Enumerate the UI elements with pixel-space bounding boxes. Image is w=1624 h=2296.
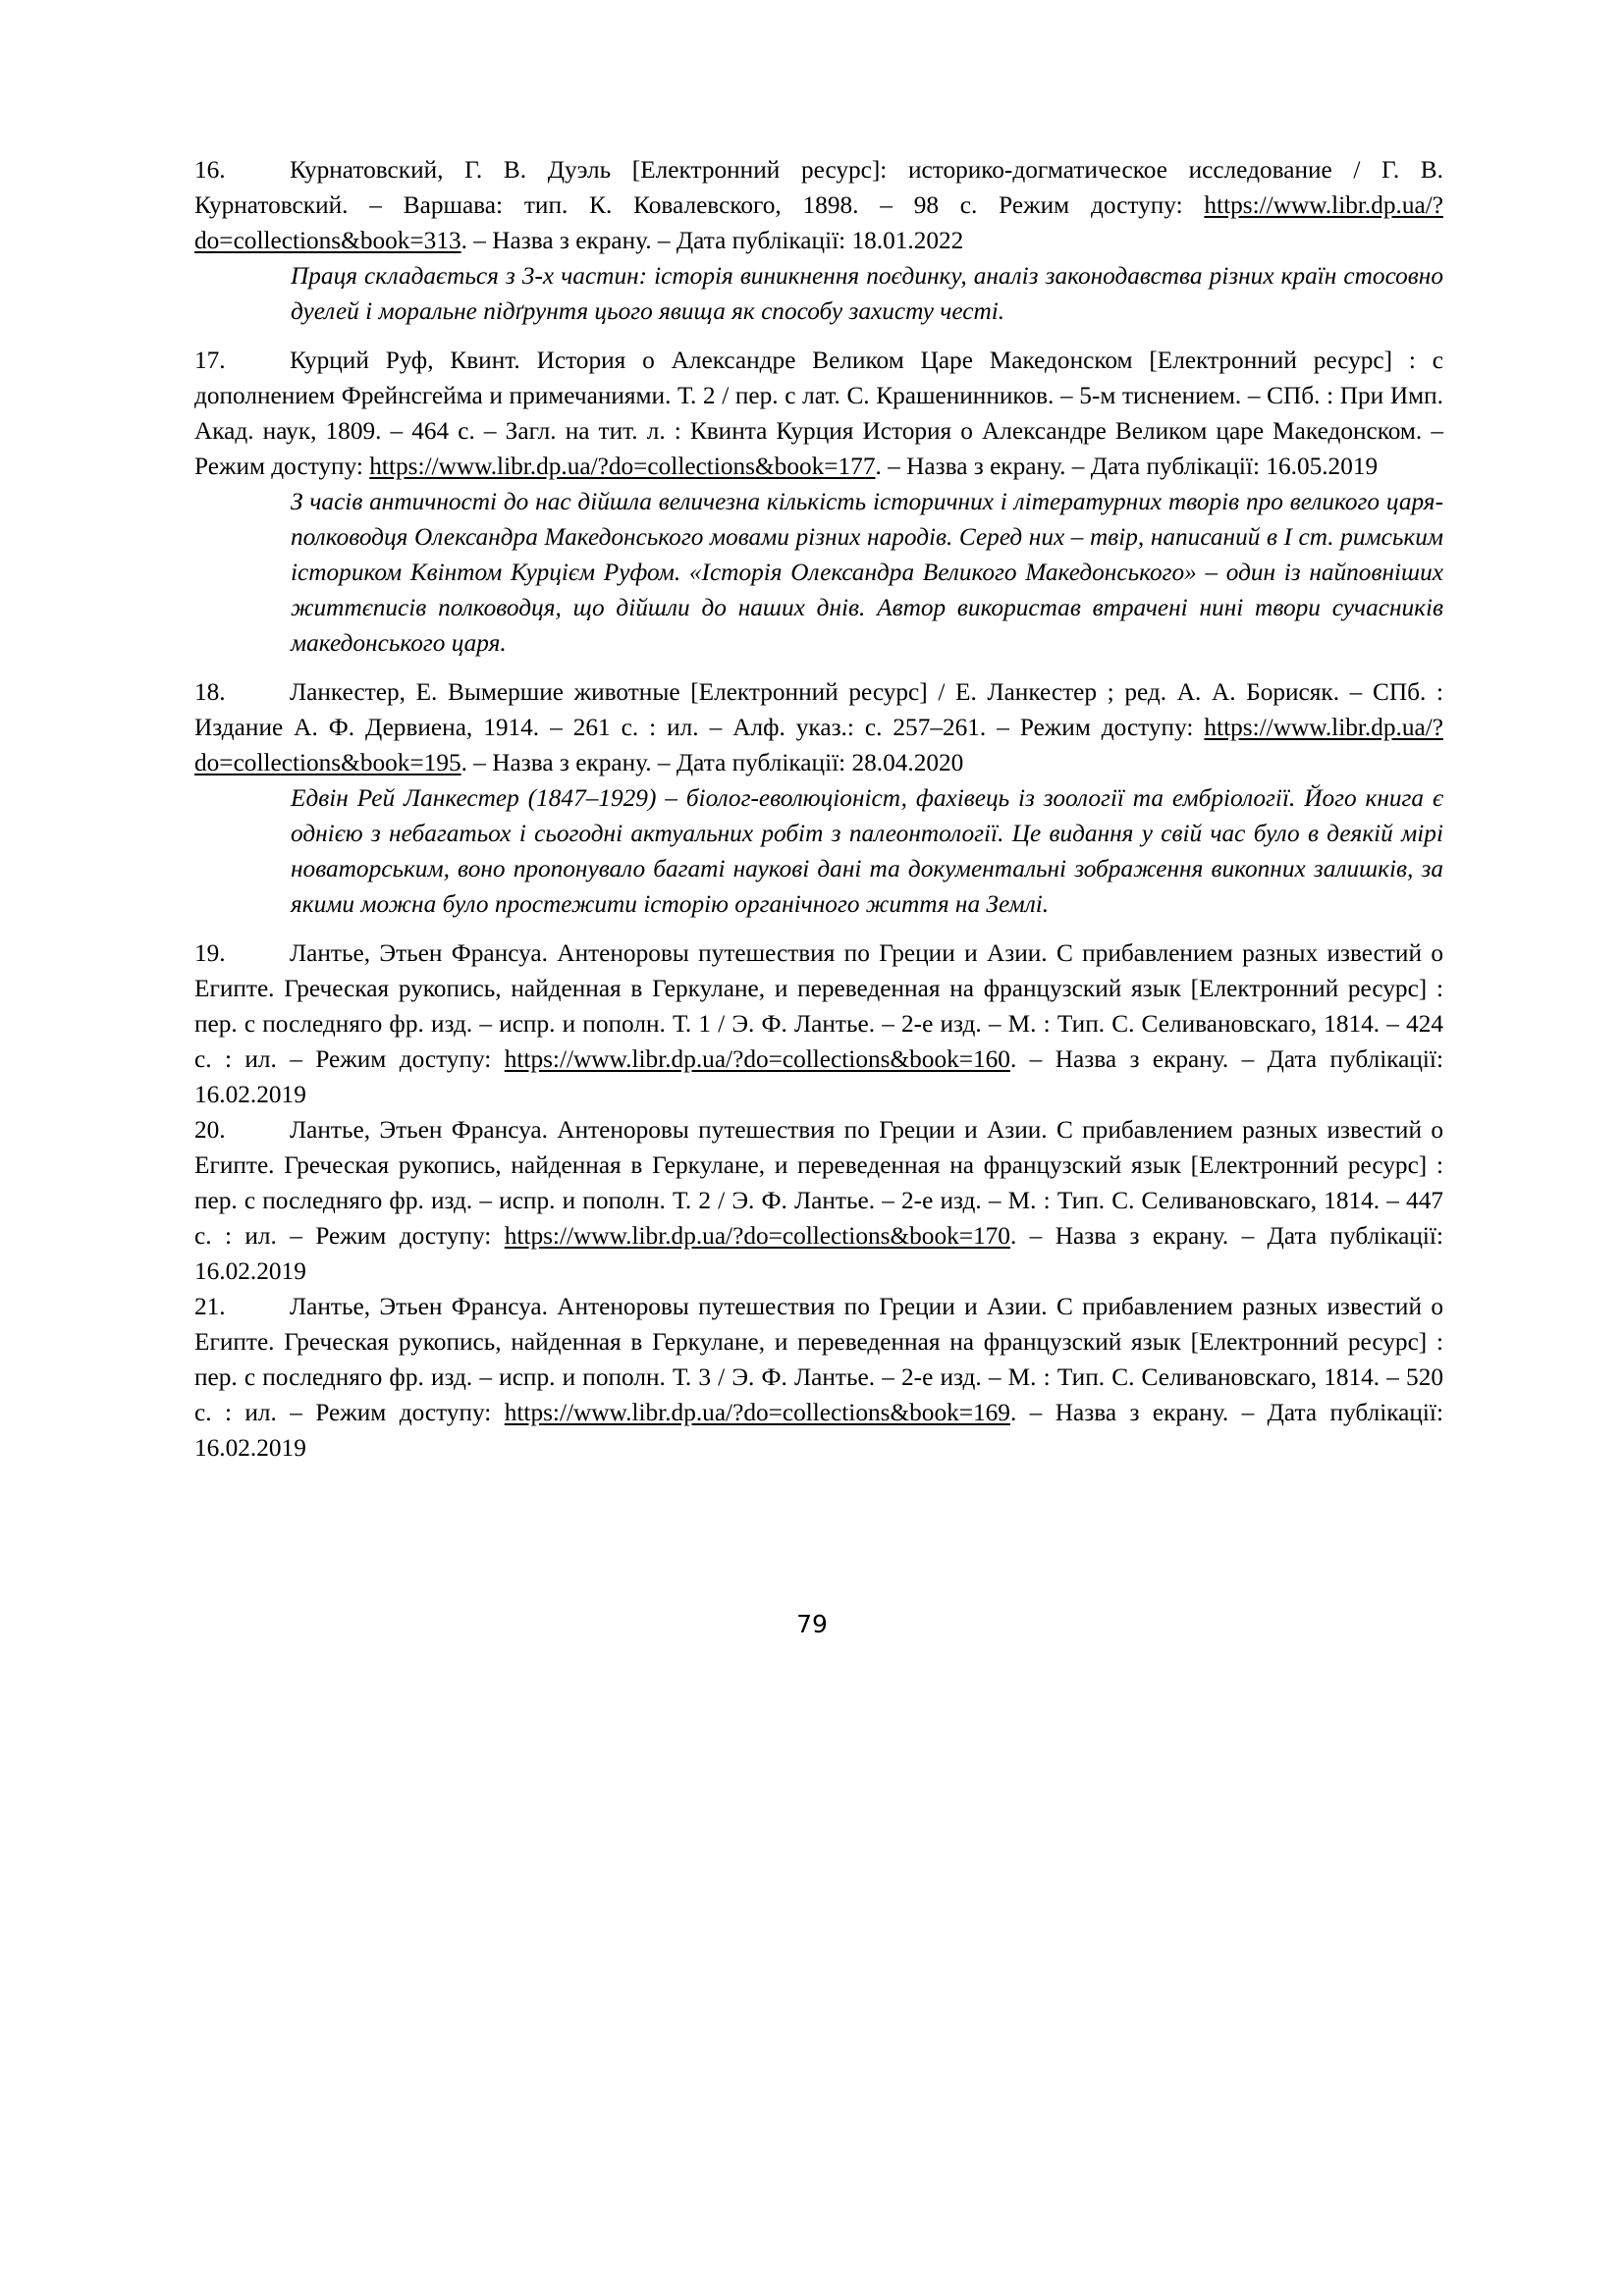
- entry-18: [194, 674, 1443, 922]
- entry-text: Курнатовский, Г. В. Дуэль [Електронний ресурс]: историко-догматическое исследование / Г. В. Курнатовский. – Варшава: тип. К. Ковалевского, 1898. – 98 с. Режим доступу:: [194, 156, 1443, 219]
- entry-tail: . – Назва з екрану. – Дата публікації: 18.01.2022: [460, 227, 964, 254]
- page-number: 79: [796, 1610, 828, 1638]
- entry-citation: [194, 1112, 1443, 1289]
- entry-annotation: Праця складається з 3-х частин: історія виникнення поєдинку, аналіз законодавства різних країн стосовно дуелей і моральне підґрунтя цього явища як способу захисту честі.: [291, 262, 1443, 325]
- entry-19: [194, 935, 1443, 1112]
- bibliography-list: [194, 152, 1443, 1466]
- entry-21: [194, 1289, 1443, 1466]
- entry-citation: [194, 674, 1443, 780]
- entry-tail: . – Назва з екрану. – Дата публікації: 16.02.2019: [194, 1399, 1443, 1462]
- entry-text: Курций Руф, Квинт. История о Александре Великом Царе Македонском [Електронний ресурс] : с дополнением Фрейнсгейма и примечаниями. Т. 2 / пер. с лат. С. Крашенинников. – 5-м тиснением. – СПб. : При Имп. Акад. наук, 1809. – 464 с. – Загл. на тит. л. : Квинта Курция История о Александре Великом царе Македонском. – Режим доступу:: [194, 347, 1443, 480]
- entry-tail: . – Назва з екрану. – Дата публікації: 16.02.2019: [194, 1222, 1443, 1285]
- entry-citation: [194, 1289, 1443, 1466]
- entry-text: Ланкестер, Е. Вымершие животные [Електронний ресурс] / Е. Ланкестер ; ред. А. А. Борисяк. – СПб. : Издание А. Ф. Дервиена, 1914. – 261 с. : ил. – Алф. указ.: с. 257–261. – Режим доступу:: [194, 678, 1443, 741]
- entry-citation: [194, 935, 1443, 1112]
- entry-tail: . – Назва з екрану. – Дата публікації: 28.04.2020: [460, 749, 964, 776]
- entry-number: 17.: [194, 347, 226, 374]
- entry-tail: . – Назва з екрану. – Дата публікації: 16.05.2019: [875, 453, 1379, 480]
- entry-link[interactable]: https://www.libr.dp.ua/?do=collections&book=313: [194, 191, 1443, 254]
- entry-link[interactable]: https://www.libr.dp.ua/?do=collections&book=195: [194, 714, 1443, 776]
- entry-16: [194, 152, 1443, 329]
- entry-number: 16.: [194, 156, 226, 184]
- entry-link[interactable]: https://www.libr.dp.ua/?do=collections&book=160: [504, 1045, 1010, 1073]
- entry-citation: [194, 343, 1443, 484]
- entry-link[interactable]: https://www.libr.dp.ua/?do=collections&book=169: [504, 1399, 1010, 1426]
- entry-annotation: Едвін Рей Ланкестер (1847–1929) – біолог-еволюціоніст, фахівець із зоології та ембріології. Його книга є однією з небагатьох і сьогодні актуальних робіт з палеонтології. Це видання у свій час було в деякій мірі новаторським, воно пропонувало багаті наукові дані та документальні зображення викопних залишків, за якими можна було простежити історію органічного життя на Землі.: [291, 784, 1443, 918]
- entry-text: Лантье, Этьен Франсуа. Антеноровы путешествия по Греции и Азии. С прибавлением разных известий о Египте. Греческая рукопись, найденная в Геркулане, и переведенная на французский язык [Електронний ресурс] : пер. с последняго фр. изд. – испр. и пополн. Т. 1 / Э. Ф. Лантье. – 2-е изд. – М. : Тип. С. Селивановскаго, 1814. – 424 с. : ил. – Режим доступу:: [194, 939, 1443, 1073]
- entry-citation: [194, 152, 1443, 258]
- entry-text: Лантье, Этьен Франсуа. Антеноровы путешествия по Греции и Азии. С прибавлением разных известий о Египте. Греческая рукопись, найденная в Геркулане, и переведенная на французский язык [Електронний ресурс] : пер. с последняго фр. изд. – испр. и пополн. Т. 3 / Э. Ф. Лантье. – 2-е изд. – М. : Тип. С. Селивановскаго, 1814. – 520 с. : ил. – Режим доступу:: [194, 1293, 1443, 1426]
- entry-annotation: З часів античності до нас дійшла величезна кількість історичних і літературних творів про великого царя-полководця Олександра Македонського мовами різних народів. Серед них – твір, написаний в І ст. римським істориком Квінтом Курцієм Руфом. «Історія Олександра Великого Македонського» – один із найповніших життєписів полководця, що дійшли до наших днів. Автор використав втрачені нині твори сучасників македонського царя.: [291, 488, 1443, 657]
- entry-link[interactable]: https://www.libr.dp.ua/?do=collections&book=177: [369, 453, 876, 480]
- entry-link[interactable]: https://www.libr.dp.ua/?do=collections&book=170: [504, 1222, 1010, 1250]
- entry-number: 20.: [194, 1116, 226, 1144]
- entry-17: [194, 343, 1443, 661]
- entry-number: 19.: [194, 939, 226, 967]
- entry-number: 18.: [194, 678, 226, 706]
- entry-text: Лантье, Этьен Франсуа. Антеноровы путешествия по Греции и Азии. С прибавлением разных известий о Египте. Греческая рукопись, найденная в Геркулане, и переведенная на французский язык [Електронний ресурс] : пер. с последняго фр. изд. – испр. и пополн. Т. 2 / Э. Ф. Лантье. – 2-е изд. – М. : Тип. С. Селивановскаго, 1814. – 447 с. : ил. – Режим доступу:: [194, 1116, 1443, 1250]
- entry-20: [194, 1112, 1443, 1289]
- entry-number: 21.: [194, 1293, 226, 1320]
- entry-tail: . – Назва з екрану. – Дата публікації: 16.02.2019: [194, 1045, 1443, 1108]
